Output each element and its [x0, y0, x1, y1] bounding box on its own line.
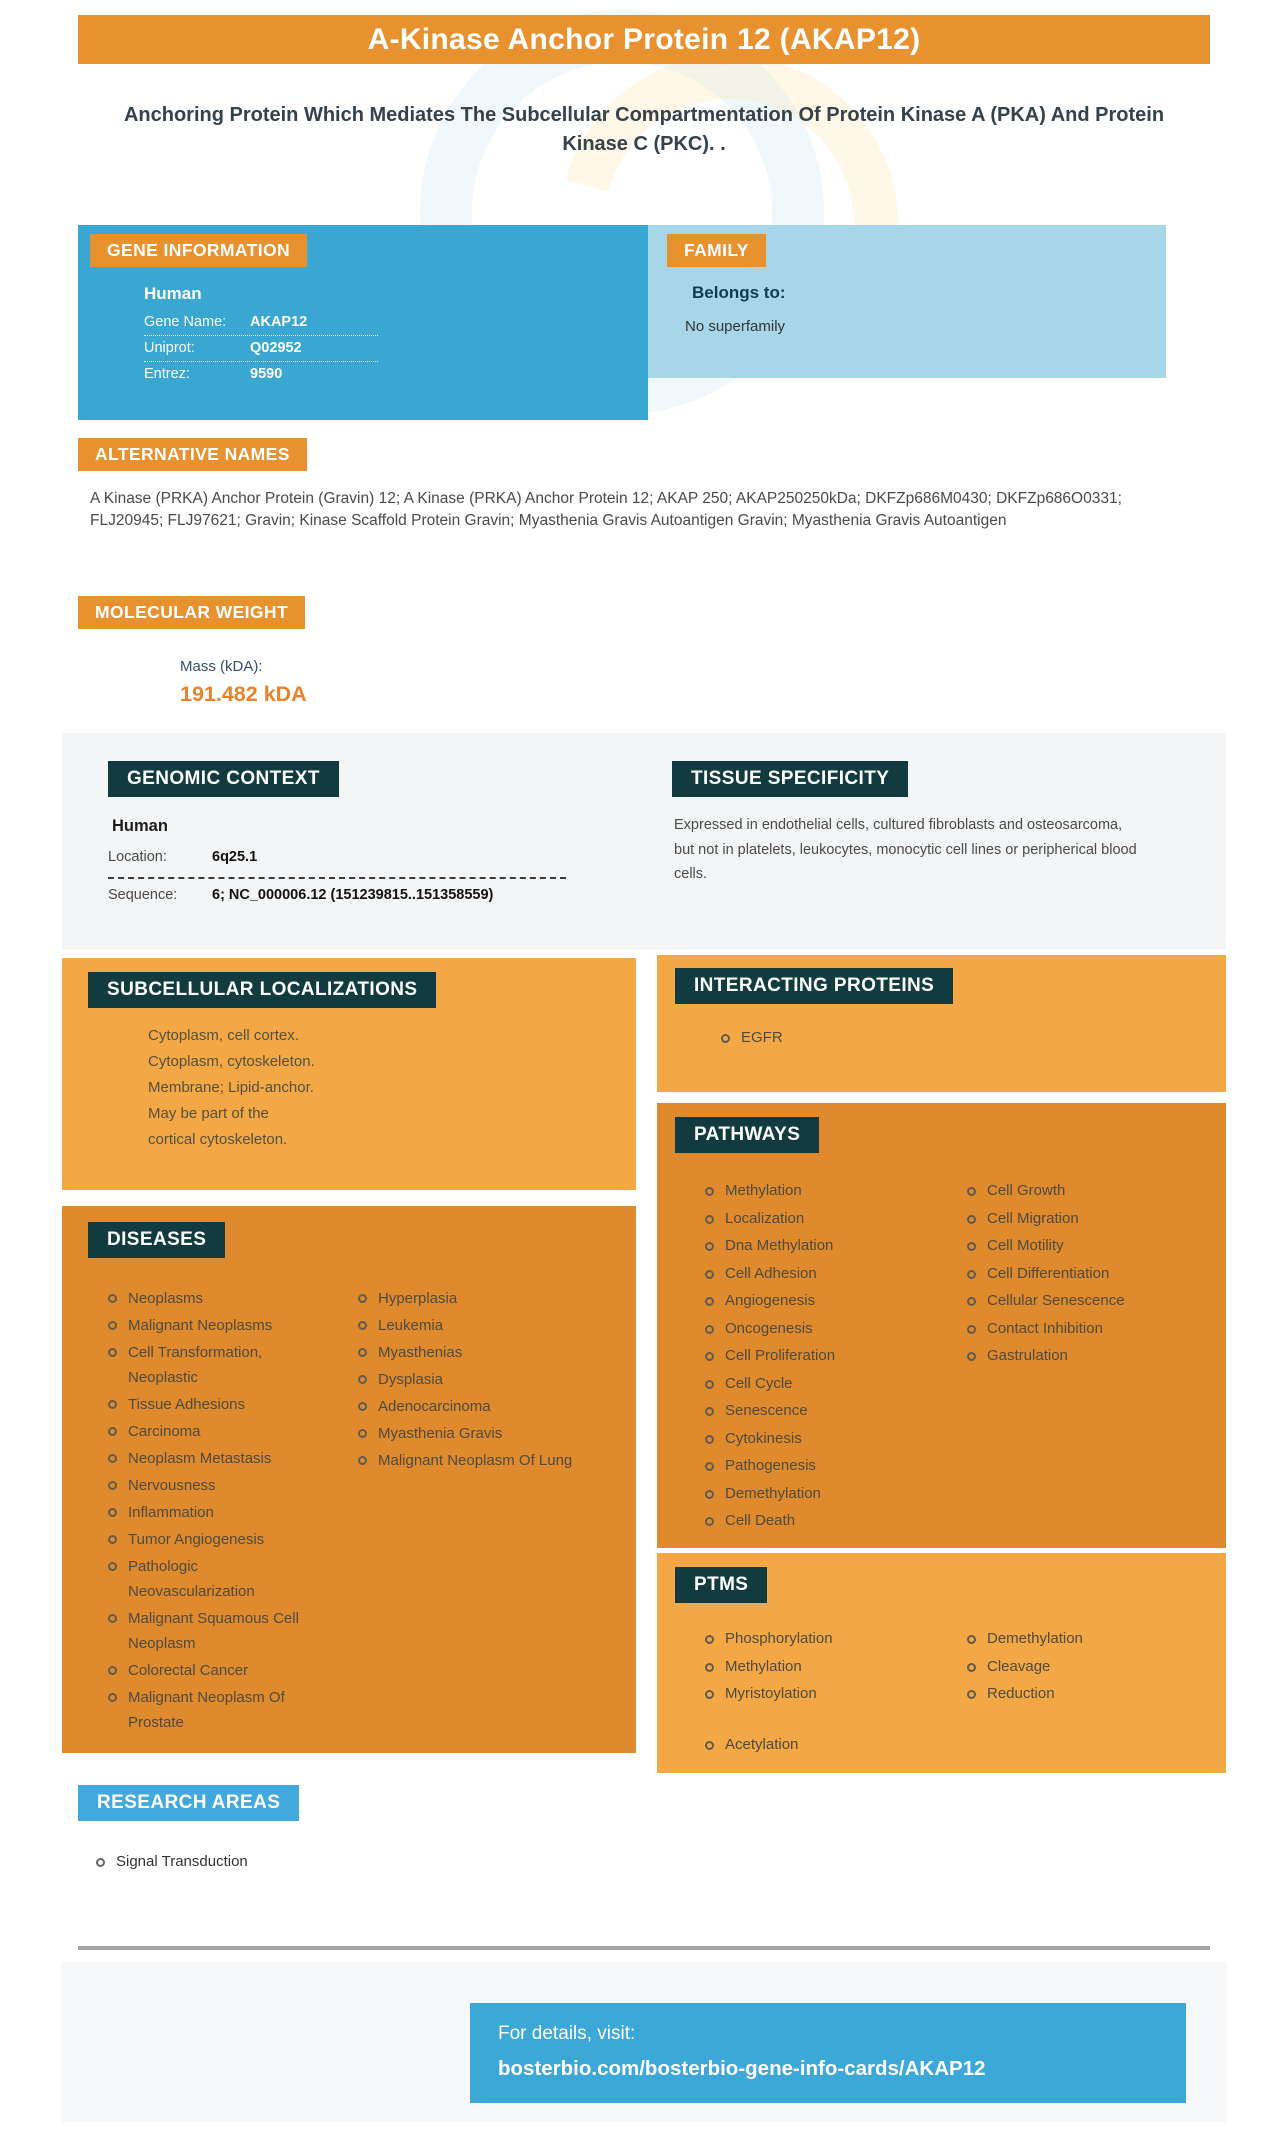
ptms-box [657, 1553, 1226, 1773]
bullet-icon [705, 1635, 714, 1644]
list-item [967, 1262, 1197, 1287]
gene-name-value: AKAP12 [250, 314, 308, 330]
list-item-label: Neoplasms [128, 1290, 204, 1307]
list-item [358, 1286, 584, 1311]
mass-label: Mass (kDA): [180, 658, 263, 675]
page-subtitle: Anchoring Protein Which Mediates The Subcellular Compartmentation Of Protein Kinase A (PKA) And Protein Kinase C (PKC). . [123, 104, 1165, 155]
list-item-label: Senescence [725, 1402, 808, 1419]
list-item [358, 1340, 584, 1365]
list-item-label: Nervousness [128, 1477, 216, 1494]
list-item-label: Cell Cycle [725, 1374, 793, 1392]
list-item [705, 1655, 967, 1680]
genomic-tissue-panel [62, 733, 1226, 950]
list-item-label: Cell Death [725, 1512, 796, 1529]
family-value: No superfamily [685, 318, 786, 335]
list-item-label: Pathologic Neovascularization [128, 1558, 255, 1600]
list-item-label: Cell Transformation, Neoplastic [128, 1344, 263, 1386]
list-item-label: Reduction [987, 1685, 1055, 1702]
bullet-icon [705, 1325, 714, 1334]
subcellular-localizations-lines [148, 1023, 636, 1153]
list-item [705, 1344, 967, 1369]
dashed-divider [108, 877, 566, 879]
list-item [96, 1850, 248, 1875]
bullet-icon [358, 1402, 367, 1411]
bullet-icon [705, 1242, 714, 1251]
bullet-icon [967, 1690, 976, 1699]
table-row [144, 362, 378, 387]
list-item-label: Adenocarcinoma [378, 1398, 491, 1415]
bullet-icon [705, 1663, 714, 1672]
entrez-label: Entrez: [144, 366, 190, 382]
bullet-icon [705, 1462, 714, 1471]
location-value: 6q25.1 [212, 849, 258, 865]
bullet-icon [705, 1407, 714, 1416]
bullet-icon [705, 1435, 714, 1444]
ptms-column-1-extra [705, 1733, 967, 1758]
list-item [967, 1179, 1197, 1204]
list-item-label: Pathogenesis [725, 1457, 816, 1474]
list-item-label: EGFR [741, 1029, 783, 1046]
list-item-label: Cell Adhesion [725, 1264, 817, 1282]
list-item-label: Cell Differentiation [987, 1264, 1110, 1282]
bullet-icon [358, 1456, 367, 1465]
bullet-icon [967, 1663, 976, 1672]
list-item [705, 1733, 967, 1758]
list-item [358, 1394, 584, 1419]
list-item-label: Cell Motility [987, 1237, 1064, 1254]
list-item [108, 1313, 326, 1338]
alternative-names-text: A Kinase (PRKA) Anchor Protein (Gravin) 12; A Kinase (PRKA) Anchor Protein 12; AKAP 250; AKAP250250kDa; DKFZp686M0430; DKFZp686O0331; FLJ20945; FLJ97621; Gravin; Kinase Scaffold Protein Gravin; Myasthenia Gravis Autoantigen Gravin; Myasthenia Gravis Autoantigen [90, 490, 1122, 529]
localization-line: Cytoplasm, cell cortex. [148, 1027, 299, 1044]
list-item [967, 1289, 1197, 1314]
list-item [705, 1399, 967, 1424]
list-item-label: Myasthenia Gravis [378, 1425, 503, 1442]
bullet-icon [967, 1270, 976, 1279]
list-item [967, 1234, 1197, 1259]
list-item-label: Leukemia [378, 1317, 444, 1334]
table-row [144, 310, 378, 336]
list-item-label: Dysplasia [378, 1371, 444, 1388]
list-item-label: Cell Proliferation [725, 1347, 836, 1364]
bullet-icon [967, 1352, 976, 1361]
diseases-box [62, 1206, 636, 1753]
list-item-label: Cell Growth [987, 1182, 1066, 1199]
localization-line: Membrane; Lipid-anchor. [148, 1079, 314, 1096]
pathways-column-2 [967, 1179, 1197, 1537]
alternative-names-heading: ALTERNATIVE NAMES [78, 438, 307, 471]
list-item [705, 1427, 967, 1452]
gene-information-heading: GENE INFORMATION [90, 234, 307, 267]
list-item [108, 1340, 326, 1390]
diseases-column-1 [108, 1286, 326, 1737]
pathways-box [657, 1103, 1226, 1548]
bullet-icon [967, 1242, 976, 1251]
list-item [358, 1367, 584, 1392]
list-item-label: Signal Transduction [116, 1853, 248, 1870]
list-item [108, 1419, 326, 1444]
bullet-icon [108, 1508, 117, 1517]
list-item-label: Malignant Neoplasm Of Prostate [128, 1689, 285, 1731]
bullet-icon [358, 1348, 367, 1357]
footer-visit-label: For details, visit: [498, 2023, 636, 2044]
bullet-icon [705, 1490, 714, 1499]
family-box [648, 225, 1166, 378]
bullet-icon [705, 1690, 714, 1699]
bullet-icon [967, 1635, 976, 1644]
list-item [705, 1682, 967, 1707]
bullet-icon [705, 1380, 714, 1389]
list-item-label: Malignant Squamous Cell Neoplasm [128, 1610, 299, 1652]
list-item [705, 1179, 967, 1204]
list-item [108, 1392, 326, 1417]
list-item-label: Methylation [725, 1657, 802, 1675]
family-heading: FAMILY [667, 234, 766, 267]
sequence-value: 6; NC_000006.12 (151239815..151358559) [212, 887, 494, 903]
bullet-icon [358, 1294, 367, 1303]
list-item [967, 1207, 1197, 1232]
bullet-icon [967, 1215, 976, 1224]
bullet-icon [705, 1297, 714, 1306]
bullet-icon [108, 1614, 117, 1623]
list-item [705, 1262, 967, 1287]
bullet-icon [705, 1270, 714, 1279]
gene-name-label: Gene Name: [144, 314, 227, 330]
gene-information-table [144, 310, 378, 387]
list-item-label: Demethylation [987, 1630, 1083, 1647]
bullet-icon [108, 1562, 117, 1571]
localization-line: cortical cytoskeleton. [148, 1131, 288, 1148]
bullet-icon [108, 1693, 117, 1702]
ptms-column-2 [967, 1627, 1187, 1760]
bullet-icon [967, 1325, 976, 1334]
bullet-icon [358, 1321, 367, 1330]
list-item [358, 1448, 584, 1473]
bullet-icon [108, 1348, 117, 1357]
bullet-icon [108, 1666, 117, 1675]
bullet-icon [705, 1215, 714, 1224]
bullet-icon [721, 1034, 730, 1043]
list-item [705, 1454, 967, 1479]
bullet-icon [108, 1454, 117, 1463]
list-item-label: Contact Inhibition [987, 1319, 1103, 1337]
interacting-proteins-list [721, 1026, 1226, 1051]
sequence-label: Sequence: [108, 887, 178, 903]
list-item [108, 1446, 326, 1471]
bullet-icon [705, 1352, 714, 1361]
ptms-column-1 [705, 1627, 967, 1707]
bullet-icon [108, 1400, 117, 1409]
pathways-column-1 [705, 1179, 967, 1537]
footer-panel [62, 1962, 1226, 2122]
list-item-label: Colorectal Cancer [128, 1662, 249, 1679]
mass-value: 191.482 kDA [180, 682, 307, 706]
list-item-label: Myristoylation [725, 1685, 817, 1702]
location-row [108, 849, 257, 865]
list-item-label: Demethylation [725, 1484, 821, 1502]
interacting-proteins-box [657, 955, 1226, 1092]
interacting-proteins-heading: INTERACTING PROTEINS [675, 968, 953, 1004]
list-item-label: Angiogenesis [725, 1292, 816, 1309]
diseases-heading: DISEASES [88, 1222, 225, 1258]
location-label: Location: [108, 849, 167, 865]
list-item [705, 1289, 967, 1314]
tissue-specificity-heading: TISSUE SPECIFICITY [672, 761, 908, 797]
list-item [108, 1500, 326, 1525]
entrez-value: 9590 [250, 366, 283, 382]
list-item [705, 1207, 967, 1232]
pathways-heading: PATHWAYS [675, 1117, 819, 1153]
list-item [705, 1234, 967, 1259]
bullet-icon [108, 1535, 117, 1544]
ptms-heading: PTMS [675, 1567, 767, 1603]
list-item [108, 1286, 326, 1311]
list-item [108, 1473, 326, 1498]
list-item-label: Oncogenesis [725, 1319, 813, 1337]
list-item [967, 1655, 1187, 1680]
list-item-label: Dna Methylation [725, 1237, 834, 1254]
bullet-icon [705, 1187, 714, 1196]
uniprot-value: Q02952 [250, 340, 302, 356]
list-item-label: Cell Migration [987, 1209, 1079, 1227]
research-areas-heading: RESEARCH AREAS [78, 1785, 299, 1821]
list-item [705, 1627, 967, 1652]
list-item [967, 1317, 1197, 1342]
list-item-label: Malignant Neoplasms [128, 1317, 273, 1334]
list-item [108, 1527, 326, 1552]
bullet-icon [358, 1375, 367, 1384]
list-item-label: Neoplasm Metastasis [128, 1450, 272, 1467]
genomic-species-label: Human [112, 817, 168, 835]
belongs-to-label: Belongs to: [692, 283, 786, 302]
subcellular-localizations-heading: SUBCELLULAR LOCALIZATIONS [88, 972, 436, 1008]
list-item-label: Malignant Neoplasm Of Lung [378, 1452, 573, 1469]
list-item [705, 1372, 967, 1397]
localization-line: May be part of the [148, 1105, 269, 1122]
subcellular-localizations-box [62, 958, 636, 1190]
list-item [358, 1313, 584, 1338]
localization-line: Cytoplasm, cytoskeleton. [148, 1053, 315, 1070]
bullet-icon [967, 1297, 976, 1306]
gene-information-box [78, 225, 648, 420]
bullet-icon [108, 1427, 117, 1436]
list-item [358, 1421, 584, 1446]
list-item-label: Cellular Senescence [987, 1292, 1125, 1309]
bullet-icon [358, 1429, 367, 1438]
list-item [108, 1685, 326, 1735]
bullet-icon [108, 1481, 117, 1490]
genomic-context-heading: GENOMIC CONTEXT [108, 761, 339, 797]
footer-callout [470, 2003, 1186, 2103]
list-item-label: Hyperplasia [378, 1290, 458, 1307]
bullet-icon [705, 1741, 714, 1750]
footer-url-link[interactable]: bosterbio.com/bosterbio-gene-info-cards/AKAP12 [498, 2057, 986, 2080]
bullet-icon [108, 1321, 117, 1330]
molecular-weight-heading: MOLECULAR WEIGHT [78, 596, 305, 629]
diseases-column-2 [358, 1286, 584, 1737]
list-item [705, 1482, 967, 1507]
list-item [967, 1344, 1197, 1369]
list-item-label: Carcinoma [128, 1423, 201, 1440]
list-item-label: Cleavage [987, 1657, 1051, 1675]
research-areas-list [96, 1850, 248, 1878]
table-row [144, 336, 378, 362]
list-item [108, 1606, 326, 1656]
page-title: A-Kinase Anchor Protein 12 (AKAP12) [78, 15, 1210, 64]
list-item [967, 1627, 1187, 1652]
list-item-label: Myasthenias [378, 1344, 463, 1361]
list-item-label: Inflammation [128, 1504, 214, 1521]
list-item-label: Gastrulation [987, 1347, 1068, 1364]
list-item-label: Phosphorylation [725, 1630, 833, 1647]
list-item [705, 1509, 967, 1534]
tissue-specificity-text: Expressed in endothelial cells, cultured fibroblasts and osteosarcoma, but not in platelets, leukocytes, monocytic cell lines or peripherical blood cells. [674, 817, 1137, 882]
list-item-label: Localization [725, 1209, 805, 1227]
sequence-row [108, 887, 493, 903]
list-item-label: Cytokinesis [725, 1429, 802, 1447]
bullet-icon [705, 1517, 714, 1526]
list-item-label: Tumor Angiogenesis [128, 1531, 265, 1548]
uniprot-label: Uniprot: [144, 340, 195, 356]
list-item [108, 1658, 326, 1683]
list-item-label: Methylation [725, 1182, 802, 1199]
bullet-icon [108, 1294, 117, 1303]
list-item [967, 1682, 1187, 1707]
list-item [108, 1554, 326, 1604]
list-item-label: Acetylation [725, 1735, 799, 1753]
divider [78, 1946, 1210, 1950]
list-item-label: Tissue Adhesions [128, 1396, 246, 1413]
bullet-icon [96, 1858, 105, 1867]
bullet-icon [967, 1187, 976, 1196]
list-item [705, 1317, 967, 1342]
list-item [721, 1026, 1226, 1051]
gene-species-label: Human [144, 284, 202, 303]
